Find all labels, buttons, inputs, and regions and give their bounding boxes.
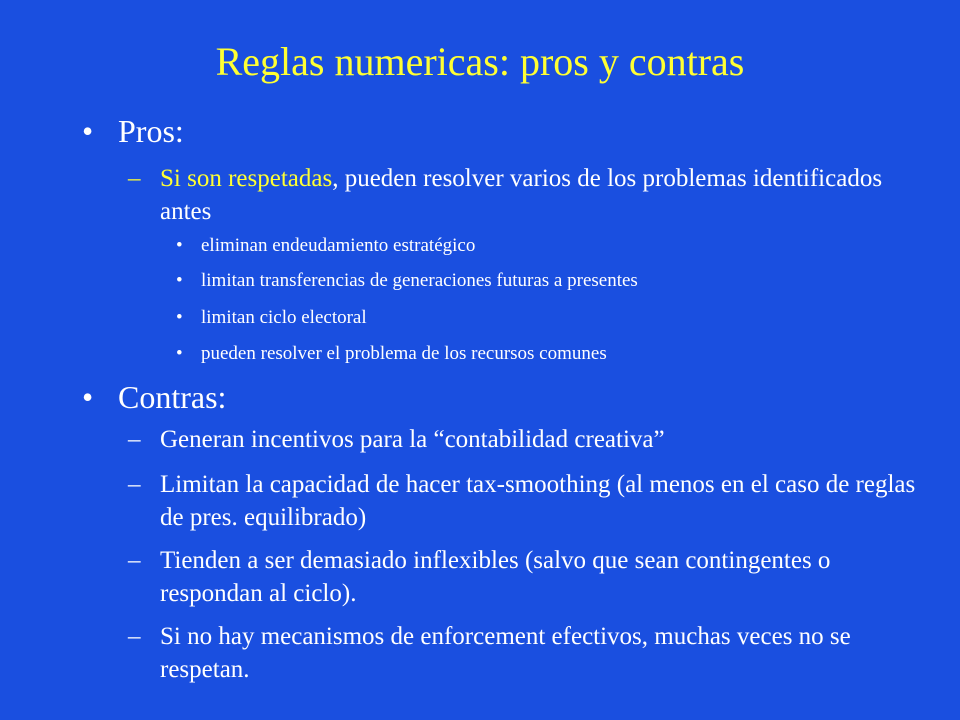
bullet-icon: • [82,379,94,415]
dash-icon: – [128,547,141,574]
pros-point-1-highlight: Si son respetadas [160,165,333,192]
contras-heading: Contras: [118,379,227,415]
contras-point-1-text: Generan incentivos para la “contabilidad creativa” [160,426,665,453]
dash-icon: – [128,471,141,498]
bullet-icon: • [176,307,183,328]
contras-point-4-text: Si no hay mecanismos de enforcement efectivos, muchas veces no se respetan. [160,623,851,683]
dash-icon: – [128,426,141,453]
bullet-icon: • [82,113,94,149]
bullet-icon: • [176,343,183,364]
contras-point-3-text: Tienden a ser demasiado inflexibles (salvo que sean contingentes o respondan al ciclo). [160,547,831,607]
contras-point-4 [128,620,928,686]
contras-point-2 [128,468,928,534]
pros-subpoint-2-text: limitan transferencias de generaciones futuras a presentes [201,270,638,291]
pros-point-1-text [160,162,928,228]
pros-subpoint-3-text: limitan ciclo electoral [201,307,367,328]
contras-point-1 [128,423,928,456]
slide-title: Reglas numericas: pros y contras [215,39,745,84]
dash-icon: – [128,623,141,650]
bullet-icon: • [176,235,183,256]
pros-point-1-rest: , pueden resolver varios de los problemas identificados antes [160,165,883,225]
contras-point-2-text: Limitan la capacidad de hacer tax-smoothing (al menos en el caso de reglas de pres. equilibrado) [160,471,916,531]
pros-point-1 [128,162,928,228]
pros-subpoint-4-text: pueden resolver el problema de los recursos comunes [201,343,607,364]
bullet-icon: • [176,270,183,291]
contras-point-3 [128,544,928,610]
pros-subpoint-1-text: eliminan endeudamiento estratégico [201,235,476,256]
dash-icon: – [128,165,141,192]
pros-heading: Pros: [118,113,184,149]
